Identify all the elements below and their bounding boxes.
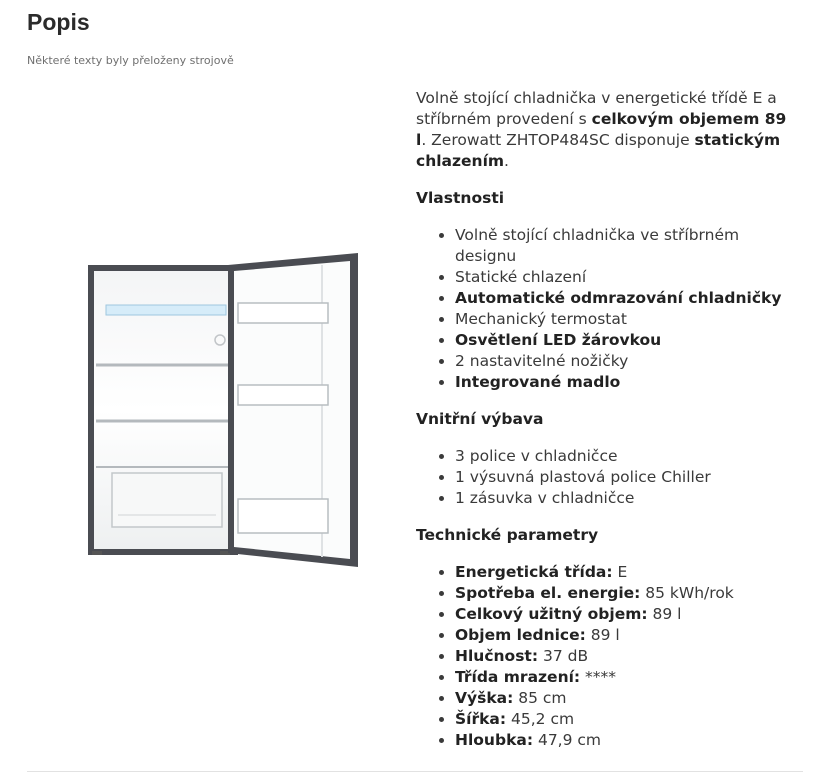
- spec-label: Celkový užitný objem:: [455, 605, 648, 623]
- spec-label: Výška:: [455, 689, 514, 707]
- spec-value: 85 cm: [513, 689, 567, 707]
- spec-item: [455, 562, 801, 583]
- list-item: [455, 288, 801, 309]
- spec-item: [455, 709, 801, 730]
- feature-text: Statické chlazení: [455, 268, 587, 286]
- specs-list: [416, 562, 801, 751]
- list-item: [455, 225, 801, 267]
- spec-item: [455, 730, 801, 751]
- intro-bold-volume: celkovým objemem 89 l: [416, 110, 787, 149]
- spec-item: [455, 667, 801, 688]
- feature-text: Integrované madlo: [455, 373, 621, 391]
- intro-text-1: Volně stojící chladnička v energetické třídě E a stříbrném provedení s: [416, 89, 777, 128]
- section-title: Popis: [27, 9, 90, 35]
- interior-heading: Vnitřní výbava: [416, 410, 544, 428]
- spec-value: E: [612, 563, 628, 581]
- list-item: • 3 police v chladničce: [455, 446, 801, 467]
- spec-item: [455, 604, 801, 625]
- feature-text: Mechanický termostat: [455, 310, 627, 328]
- spec-item: [455, 646, 801, 667]
- feature-text: Volně stojící chladnička ve stříbrném designu: [455, 226, 740, 265]
- spec-value: 89 l: [585, 626, 620, 644]
- spec-label: Šířka:: [455, 710, 507, 728]
- intro-bold-cooling: statickým chlazením: [416, 131, 781, 170]
- spec-label: Hlučnost:: [455, 647, 539, 665]
- spec-value: 85 kWh/rok: [640, 584, 734, 602]
- list-item: [455, 372, 801, 393]
- spec-item: [455, 583, 801, 604]
- product-description: [416, 88, 801, 751]
- spec-value: 47,9 cm: [533, 731, 602, 749]
- spec-label: Hloubka:: [455, 731, 534, 749]
- spec-label: Energetická třída:: [455, 563, 613, 581]
- interior-list: [416, 446, 801, 509]
- divider: [27, 771, 803, 772]
- spec-value: 45,2 cm: [506, 710, 575, 728]
- spec-label: Třída mrazení:: [455, 668, 581, 686]
- feature-text: 2 nastavitelné nožičky: [455, 352, 629, 370]
- spec-item: [455, 688, 801, 709]
- spec-label: Objem lednice:: [455, 626, 586, 644]
- intro-text-3: .: [504, 152, 509, 170]
- list-item: [455, 351, 801, 372]
- intro-paragraph: [416, 88, 801, 172]
- list-item: • 1 výsuvná plastová police Chiller: [455, 467, 801, 488]
- machine-translation-note: Některé texty byly přeloženy strojově: [27, 54, 234, 67]
- spec-value: ****: [580, 668, 617, 686]
- spec-item: [455, 625, 801, 646]
- list-item: • 1 zásuvka v chladničce: [455, 488, 801, 509]
- features-list: [416, 225, 801, 393]
- product-image: [82, 245, 367, 575]
- feature-text: Osvětlení LED žárovkou: [455, 331, 662, 349]
- spec-value: 89 l: [647, 605, 682, 623]
- features-heading: Vlastnosti: [416, 189, 505, 207]
- intro-text-2: . Zerowatt ZHTOP484SC disponuje: [421, 131, 695, 149]
- list-item: [455, 267, 801, 288]
- spec-value: 37 dB: [538, 647, 589, 665]
- spec-label: Spotřeba el. energie:: [455, 584, 641, 602]
- list-item: [455, 309, 801, 330]
- feature-text: Automatické odmrazování chladničky: [455, 289, 782, 307]
- specs-heading: Technické parametry: [416, 526, 599, 544]
- list-item: [455, 330, 801, 351]
